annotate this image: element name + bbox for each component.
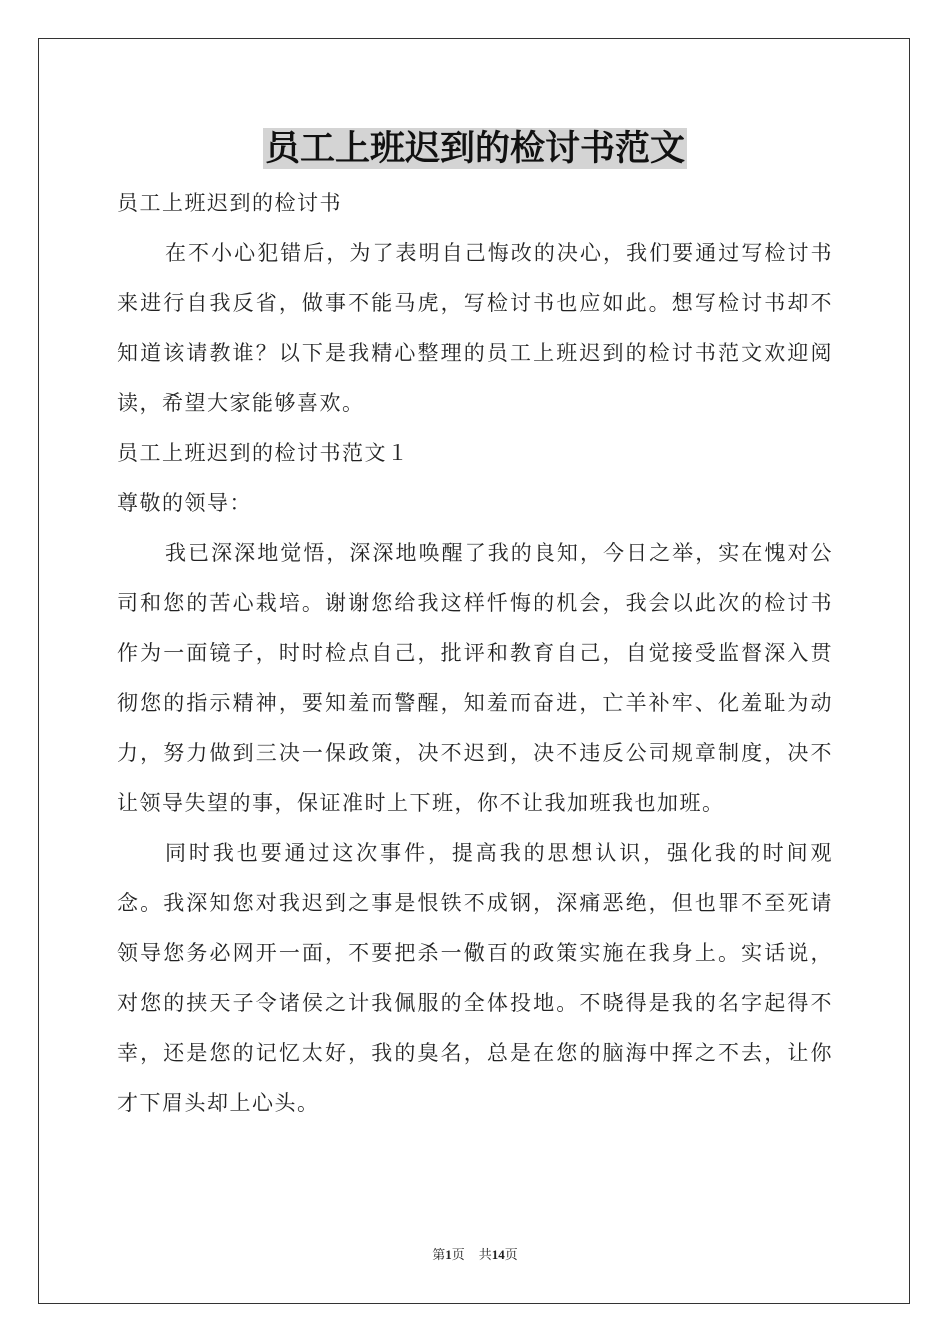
intro-paragraph: 在不小心犯错后，为了表明自己悔改的决心，我们要通过写检讨书来进行自我反省，做事不能马虎，写检讨书也应如此。想写检讨书却不知道该请教谁？以下是我精心整理的员工上班迟到的检讨书范文欢迎阅读，希望大家能够喜欢。 (117, 241, 833, 415)
section-heading: 员工上班迟到的检讨书范文１ (117, 441, 410, 465)
page-footer (0, 1246, 950, 1265)
total-pages: 14 (491, 1247, 505, 1262)
total-suffix: 页 (504, 1248, 518, 1263)
body-paragraph-2: 同时我也要通过这次事件，提高我的思想认识，强化我的时间观念。我深知您对我迟到之事是恨铁不成钢，深痛恶绝，但也罪不至死请领导您务必网开一面，不要把杀一儆百的政策实施在我身上。实话说，对您的挟天子令诸侯之计我佩服的全体投地。不晓得是我的名字起得不幸，还是您的记忆太好，我的臭名，总是在您的脑海中挥之不去，让你才下眉头却上心头。 (117, 841, 833, 1115)
page-suffix: 页 (451, 1248, 465, 1263)
document-body (117, 178, 833, 1128)
body-paragraph-1: 我已深深地觉悟，深深地唤醒了我的良知，今日之举，实在愧对公司和您的苦心栽培。谢谢您给我这样忏悔的机会，我会以此次的检讨书作为一面镜子，时时检点自己，批评和教育自己，自觉接受监督深入贯彻您的指示精神，要知羞而警醒，知羞而奋进，亡羊补牢、化羞耻为动力，努力做到三决一保政策，决不迟到，决不违反公司规章制度，决不让领导失望的事，保证准时上下班，你不让我加班我也加班。 (117, 541, 833, 815)
salutation: 尊敬的领导： (117, 491, 252, 515)
document-subtitle: 员工上班迟到的检讨书 (117, 191, 342, 215)
total-prefix: 共 (478, 1248, 492, 1263)
page-number: 1 (445, 1247, 452, 1262)
document-title (0, 126, 950, 172)
page-prefix: 第 (432, 1248, 446, 1263)
document-title-text: 员工上班迟到的检讨书范文 (264, 128, 685, 169)
